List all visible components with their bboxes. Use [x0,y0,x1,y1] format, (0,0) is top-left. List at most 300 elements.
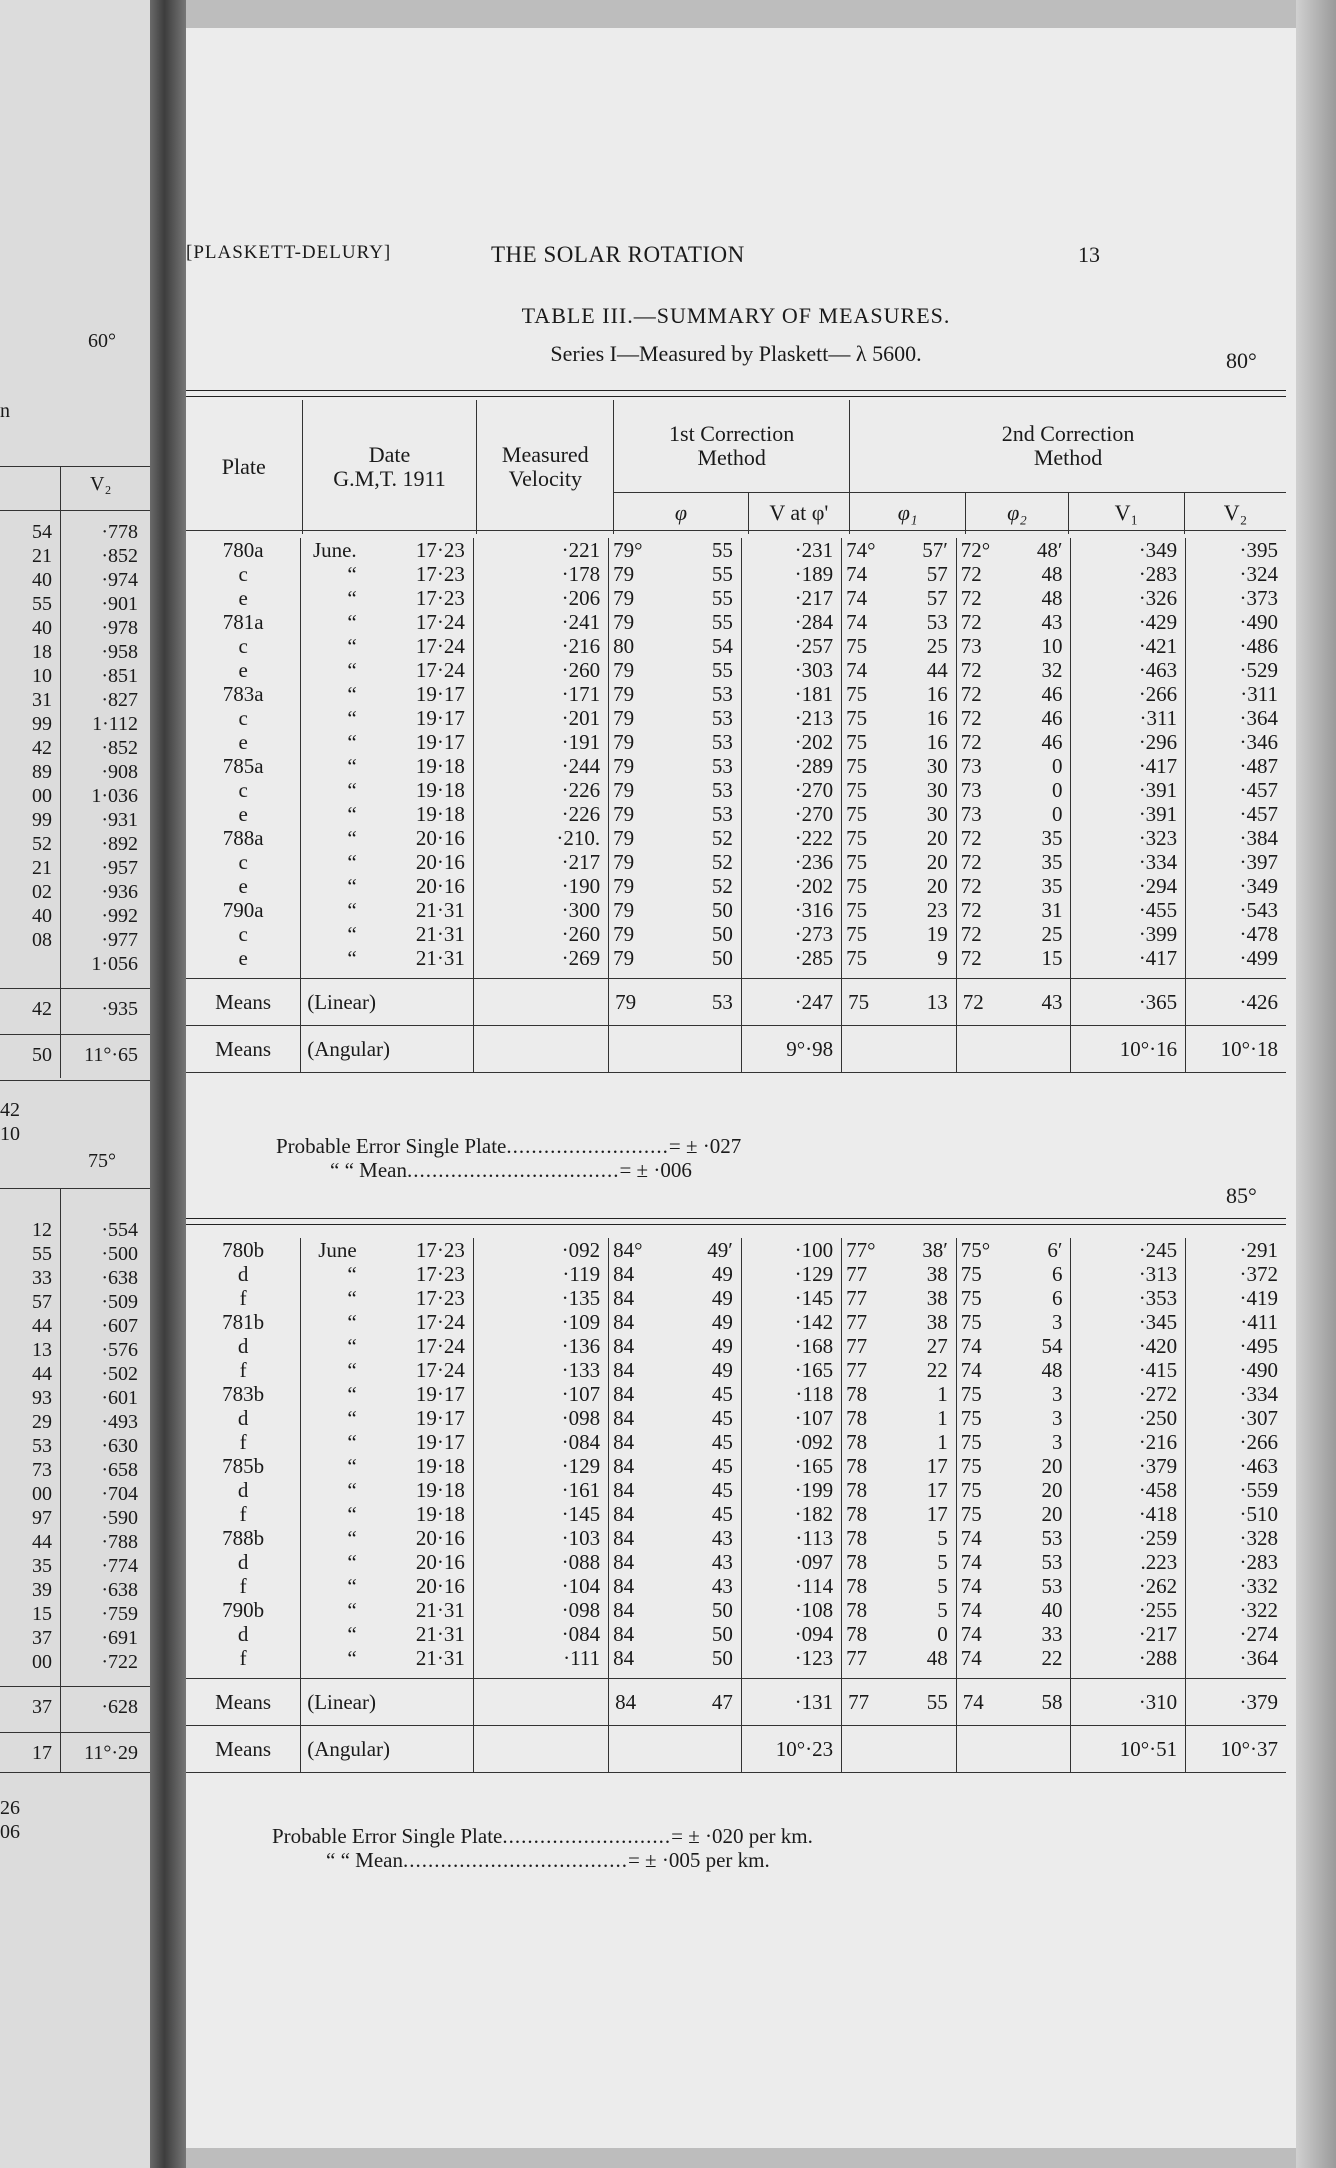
cell-v2: ·384 [1239,826,1278,850]
cell-phi-min: 53 [671,778,741,802]
table-row [186,586,1286,610]
angle-label-top: 80° [1226,348,1257,373]
cell-v1: ·259 [1071,1526,1186,1550]
left-page-angle: 60° [88,330,116,352]
means-cell: ·310 [1071,1679,1186,1726]
cell-v2: ·334 [1239,1382,1278,1406]
cell-measured-velocity: ·161 [473,1478,608,1502]
means-cell: 10°·37 [1186,1726,1286,1773]
left-page-cell: 37 [32,1627,52,1649]
left-page-letter: n [0,400,10,422]
table-row [186,1574,1286,1598]
means-cell: 58 [1019,1679,1071,1726]
cell-phi1-min: 5 [904,1574,956,1598]
cell-phi1-deg: 75 [846,898,868,922]
cell-v1: ·345 [1071,1310,1186,1334]
cell-phi1-min: 20 [904,826,956,850]
cell-v1: ·353 [1071,1286,1186,1310]
cell-v2: ·346 [1239,730,1278,754]
cell-phi1-deg: 74 [846,610,868,634]
cell-phi2-deg: 75 [960,1430,982,1454]
left-page-cell: ·722 [101,1651,138,1673]
cell-measured-velocity: ·221 [473,538,608,562]
left-page-cell: ·638 [101,1267,138,1289]
cell-phi-deg: 84 [613,1574,635,1598]
cell-phi2-min: 46 [1019,730,1071,754]
cell-phi1-deg: 75 [846,802,868,826]
cell-plate: d [186,1406,301,1430]
cell-date-month: “ [347,658,357,682]
cell-plate: c [186,634,301,658]
cell-v1: ·294 [1071,874,1186,898]
cell-phi-deg: 84 [613,1262,635,1286]
left-page-cell: ·851 [101,665,138,687]
cell-phi1-deg: 75 [846,634,868,658]
cell-v-at-phi: ·182 [741,1502,841,1526]
cell-phi1-deg: 75 [846,874,868,898]
cell-phi-deg: 79 [613,562,635,586]
table-row [186,802,1286,826]
cell-phi1-min: 20 [904,874,956,898]
cell-plate: 785b [186,1454,301,1478]
cell-v1: ·399 [1071,922,1186,946]
cell-phi2-deg: 72 [960,898,982,922]
cell-phi1-min: 16 [904,730,956,754]
col-phi: φ [614,492,748,534]
cell-date-day: 21·31 [365,898,474,922]
cell-phi2-deg: 72 [960,826,982,850]
table-row [186,874,1286,898]
left-page-cell: ·590 [101,1507,138,1529]
means-cell [842,1726,905,1773]
left-page-cell: 40 [32,569,52,591]
cell-v2: ·364 [1239,706,1278,730]
cell-phi2-deg: 73 [960,802,982,826]
left-page-cell: ·774 [101,1555,138,1577]
left-page-block1-left [0,520,52,952]
means-cell: Means [186,1026,301,1073]
cell-date-day: 17·24 [365,1334,474,1358]
col-v-at-phi: V at φ' [748,492,849,534]
cell-v1: ·266 [1071,682,1186,706]
cell-phi2-deg: 75 [960,1262,982,1286]
left-page-cell: 33 [32,1267,52,1289]
cell-v-at-phi: ·165 [741,1358,841,1382]
cell-v-at-phi: ·270 [741,778,841,802]
cell-plate: e [186,658,301,682]
cell-date-month: “ [347,802,357,826]
left-page-cell: 57 [32,1291,52,1313]
cell-phi1-min: 30 [904,778,956,802]
cell-phi1-min: 38 [904,1262,956,1286]
cell-phi2-deg: 75 [960,1454,982,1478]
cell-v2: ·419 [1239,1286,1278,1310]
cell-phi1-deg: 77° [846,1238,876,1262]
cell-measured-velocity: ·226 [473,778,608,802]
cell-v-at-phi: ·181 [741,682,841,706]
cell-date-day: 21·31 [365,922,474,946]
left-page-cell: ·638 [101,1579,138,1601]
cell-plate: c [186,706,301,730]
cell-date-day: 19·17 [365,706,474,730]
left-page-cell: 10 [0,1123,20,1145]
left-page-cell: 93 [32,1387,52,1409]
page-number: 13 [1078,242,1100,267]
cell-phi-deg: 80 [613,634,635,658]
left-page-cell: ·630 [101,1435,138,1457]
cell-date-month: “ [347,1646,357,1670]
cell-phi2-min: 6 [1019,1286,1071,1310]
cell-phi-deg: 84 [613,1550,635,1574]
cell-phi2-min: 6′ [1019,1238,1071,1262]
cell-measured-velocity: ·241 [473,610,608,634]
cell-phi2-deg: 74 [960,1598,982,1622]
left-page-cell: 55 [32,593,52,615]
table-row [186,754,1286,778]
left-page-cell: ·852 [101,545,138,567]
header-bottom-rule [186,530,1286,531]
cell-phi2-min: 53 [1019,1526,1071,1550]
left-page-cell: ·901 [101,593,138,615]
cell-phi2-min: 46 [1019,682,1071,706]
col-plate: Plate [186,400,302,534]
means-cell: 55 [904,1679,956,1726]
cell-v1: ·463 [1071,658,1186,682]
cell-plate: d [186,1334,301,1358]
pe-mean-label: “ “ Mean [326,1848,403,1872]
cell-phi-min: 50 [671,1598,741,1622]
cell-phi-min: 53 [671,706,741,730]
cell-phi-min: 55 [671,610,741,634]
cell-v-at-phi: ·108 [741,1598,841,1622]
cell-phi1-min: 1 [904,1430,956,1454]
cell-phi2-min: 0 [1019,754,1071,778]
cell-v2: ·373 [1239,586,1278,610]
cell-plate: c [186,850,301,874]
means-cell: ·365 [1071,979,1186,1026]
cell-v2: ·274 [1239,1622,1278,1646]
cell-v2: ·307 [1239,1406,1278,1430]
table-row [186,562,1286,586]
left-page-rule [0,1188,150,1189]
left-page-cell: ·601 [101,1387,138,1409]
cell-phi2-min: 48 [1019,586,1071,610]
means-cell: 77 [842,1679,905,1726]
cell-plate: d [186,1478,301,1502]
cell-v-at-phi: ·270 [741,802,841,826]
table-row [186,730,1286,754]
left-page-col-header: V₂ [90,473,112,495]
left-page-pe2 [0,1796,52,1844]
means-cell: 79 [609,979,672,1026]
means-cell: 43 [1019,979,1071,1026]
means-angular-row [186,1026,1286,1073]
cell-measured-velocity: ·084 [473,1622,608,1646]
left-page-cell: 1·056 [91,953,138,975]
table-row [186,1598,1286,1622]
cell-v-at-phi: ·285 [741,946,841,979]
cell-phi-deg: 79 [613,778,635,802]
table-row [186,1310,1286,1334]
left-page-cell: ·788 [101,1531,138,1553]
cell-phi1-min: 57 [904,586,956,610]
cell-plate: 781b [186,1310,301,1334]
cell-phi-deg: 84° [613,1238,643,1262]
cell-plate: 781a [186,610,301,634]
cell-phi-min: 45 [671,1478,741,1502]
cell-phi2-deg: 74 [960,1526,982,1550]
cell-phi1-deg: 77 [846,1286,868,1310]
cell-date-month: “ [347,850,357,874]
cell-plate: f [186,1286,301,1310]
cell-v1: ·288 [1071,1646,1186,1679]
cell-date-month: “ [347,1310,357,1334]
cell-phi-min: 49 [671,1334,741,1358]
cell-plate: d [186,1550,301,1574]
cell-date-day: 21·31 [365,946,474,979]
left-page-cell: 13 [32,1339,52,1361]
cell-v2: ·311 [1240,682,1278,706]
cell-phi-min: 49′ [671,1238,741,1262]
cell-phi1-min: 27 [904,1334,956,1358]
cell-date-month: “ [347,1334,357,1358]
cell-v2: ·324 [1239,562,1278,586]
left-page-cell: ·974 [101,569,138,591]
cell-phi-deg: 79 [613,874,635,898]
cell-phi-deg: 84 [613,1310,635,1334]
cell-measured-velocity: ·300 [473,898,608,922]
cell-date-day: 17·24 [365,1358,474,1382]
left-page-cell: 12 [32,1219,52,1241]
cell-phi1-deg: 75 [846,706,868,730]
left-page-cell: 21 [32,857,52,879]
cell-phi-deg: 79 [613,610,635,634]
cell-phi1-deg: 74 [846,658,868,682]
means-cell: ·131 [741,1679,841,1726]
cell-phi-min: 50 [671,898,741,922]
pe-single-label: Probable Error Single Plate [276,1134,507,1158]
cell-v1: ·391 [1071,802,1186,826]
table-row [186,1358,1286,1382]
means-cell: (Linear) [301,1679,474,1726]
cell-phi2-min: 54 [1019,1334,1071,1358]
cell-date-month: “ [347,562,357,586]
cell-phi2-deg: 75° [960,1238,991,1262]
means-linear-row [186,1679,1286,1726]
cell-phi-deg: 79 [613,850,635,874]
cell-phi-min: 54 [671,634,741,658]
table-row [186,946,1286,979]
cell-date-month: “ [347,778,357,802]
cell-v2: ·349 [1239,874,1278,898]
cell-v2: ·490 [1239,1358,1278,1382]
cell-date-day: 17·23 [365,1262,474,1286]
cell-phi1-deg: 77 [846,1310,868,1334]
cell-v2: ·490 [1239,610,1278,634]
left-page-cell: 35 [32,1555,52,1577]
cell-v-at-phi: ·142 [741,1310,841,1334]
cell-measured-velocity: ·098 [473,1406,608,1430]
cell-phi2-deg: 74 [960,1334,982,1358]
left-page-cell: 73 [32,1459,52,1481]
cell-phi1-deg: 74° [846,538,876,562]
cell-phi2-deg: 72 [960,610,982,634]
cell-v1: ·458 [1071,1478,1186,1502]
cell-v1: ·313 [1071,1262,1186,1286]
left-page-cell: ·957 [101,857,138,879]
cell-plate: 780a [186,538,301,562]
cell-phi1-min: 38 [904,1286,956,1310]
left-page-cell: 26 [0,1797,20,1819]
cell-phi-deg: 84 [613,1382,635,1406]
left-page-pe1 [0,1098,52,1146]
left-page-cell: ·827 [101,689,138,711]
table-row [186,850,1286,874]
means-cell [609,1026,672,1073]
left-page-cell: 89 [32,761,52,783]
cell-v-at-phi: ·107 [741,1406,841,1430]
cell-phi-min: 49 [671,1358,741,1382]
cell-measured-velocity: ·217 [473,850,608,874]
pe-single-value: = ± ·027 [668,1134,742,1158]
cell-phi1-deg: 78 [846,1502,868,1526]
cell-phi2-deg: 75 [960,1406,982,1430]
cell-date-month: “ [347,1286,357,1310]
table-row [186,1406,1286,1430]
cell-measured-velocity: ·226 [473,802,608,826]
cell-v1: ·323 [1071,826,1186,850]
cell-v2: ·372 [1239,1262,1278,1286]
cell-plate: 785a [186,754,301,778]
cell-v1: ·349 [1071,538,1186,562]
cell-phi-min: 45 [671,1502,741,1526]
means-cell: 13 [904,979,956,1026]
cell-plate: f [186,1358,301,1382]
cell-phi-min: 53 [671,682,741,706]
cell-date-day: 17·24 [365,658,474,682]
left-page-cell: ·500 [101,1243,138,1265]
cell-phi-min: 53 [671,802,741,826]
cell-date-day: 21·31 [365,1598,474,1622]
cell-phi1-min: 57 [904,562,956,586]
table-row [186,1430,1286,1454]
cell-phi1-min: 5 [904,1526,956,1550]
cell-phi-deg: 84 [613,1454,635,1478]
table-row [186,682,1286,706]
cell-phi1-deg: 78 [846,1454,868,1478]
left-page-cell: 39 [32,1579,52,1601]
cell-phi2-deg: 72 [960,730,982,754]
cell-date-day: 19·18 [365,754,474,778]
cell-v1: ·391 [1071,778,1186,802]
means-cell: 10°·23 [741,1726,841,1773]
left-page-cell: ·502 [101,1363,138,1385]
cell-v-at-phi: ·303 [741,658,841,682]
cell-phi2-deg: 72 [960,706,982,730]
means-cell: Means [186,979,301,1026]
cell-v-at-phi: ·202 [741,730,841,754]
cell-date-month: “ [347,1406,357,1430]
table-row [186,1454,1286,1478]
means-cell: ·247 [741,979,841,1026]
table-row [186,1550,1286,1574]
cell-measured-velocity: ·178 [473,562,608,586]
cell-v1: ·296 [1071,730,1186,754]
cell-phi-deg: 84 [613,1286,635,1310]
cell-v2: ·486 [1239,634,1278,658]
cell-date-day: 19·17 [365,682,474,706]
cell-v1: ·334 [1071,850,1186,874]
cell-date-month: “ [347,874,357,898]
means-cell [671,1726,741,1773]
cell-v2: ·322 [1239,1598,1278,1622]
cell-phi-min: 45 [671,1454,741,1478]
left-page-means2-left: 37 [32,1696,52,1718]
left-page-cell: 06 [0,1821,20,1843]
cell-plate: c [186,778,301,802]
cell-phi2-deg: 74 [960,1574,982,1598]
table-title: TABLE III.—SUMMARY OF MEASURES. [521,303,951,328]
cell-phi1-deg: 74 [846,562,868,586]
cell-phi-min: 50 [671,1622,741,1646]
table-row [186,634,1286,658]
cell-phi1-min: 9 [904,946,956,979]
cell-phi1-deg: 75 [846,826,868,850]
probable-error-a: Probable Error Single Plate..........................= ± ·027 “ “ Mean..................................= ± ·006 [276,1134,742,1182]
table-row [186,922,1286,946]
cell-phi1-min: 1 [904,1382,956,1406]
cell-date-month: “ [347,1454,357,1478]
cell-date-day: 17·24 [365,634,474,658]
cell-phi1-deg: 78 [846,1598,868,1622]
cell-date-month: “ [347,1262,357,1286]
cell-measured-velocity: ·119 [473,1262,608,1286]
cell-date-month: June [318,1238,357,1262]
cell-date-day: 20·16 [365,874,474,898]
cell-phi1-min: 22 [904,1358,956,1382]
means-cell [956,1026,1019,1073]
cell-phi1-min: 30 [904,802,956,826]
means-cell: 72 [956,979,1019,1026]
cell-measured-velocity: ·111 [473,1646,608,1679]
left-page-cell: ·958 [101,641,138,663]
cell-v1: ·245 [1071,1238,1186,1262]
cell-phi1-deg: 75 [846,778,868,802]
cell-date-day: 19·17 [365,1382,474,1406]
cell-v2: ·411 [1240,1310,1278,1334]
cell-plate: c [186,922,301,946]
means-cell: 10°·18 [1186,1026,1286,1073]
cell-phi2-min: 53 [1019,1550,1071,1574]
cell-phi2-deg: 72 [960,922,982,946]
cell-v2: ·457 [1239,778,1278,802]
col-phi2: φ₂ [966,492,1069,534]
cell-plate: f [186,1430,301,1454]
cell-v2: ·283 [1239,1550,1278,1574]
cell-phi2-deg: 72 [960,562,982,586]
cell-phi2-deg: 72 [960,874,982,898]
cell-phi2-min: 20 [1019,1454,1071,1478]
cell-v-at-phi: ·129 [741,1262,841,1286]
cell-phi-deg: 84 [613,1598,635,1622]
means-angular-row [186,1726,1286,1773]
cell-v2: ·499 [1239,946,1278,970]
left-page-cell: 02 [32,881,52,903]
cell-v2: ·559 [1239,1478,1278,1502]
cell-v1: .223 [1071,1550,1186,1574]
cell-v1: ·326 [1071,586,1186,610]
means-cell: Means [186,1679,301,1726]
